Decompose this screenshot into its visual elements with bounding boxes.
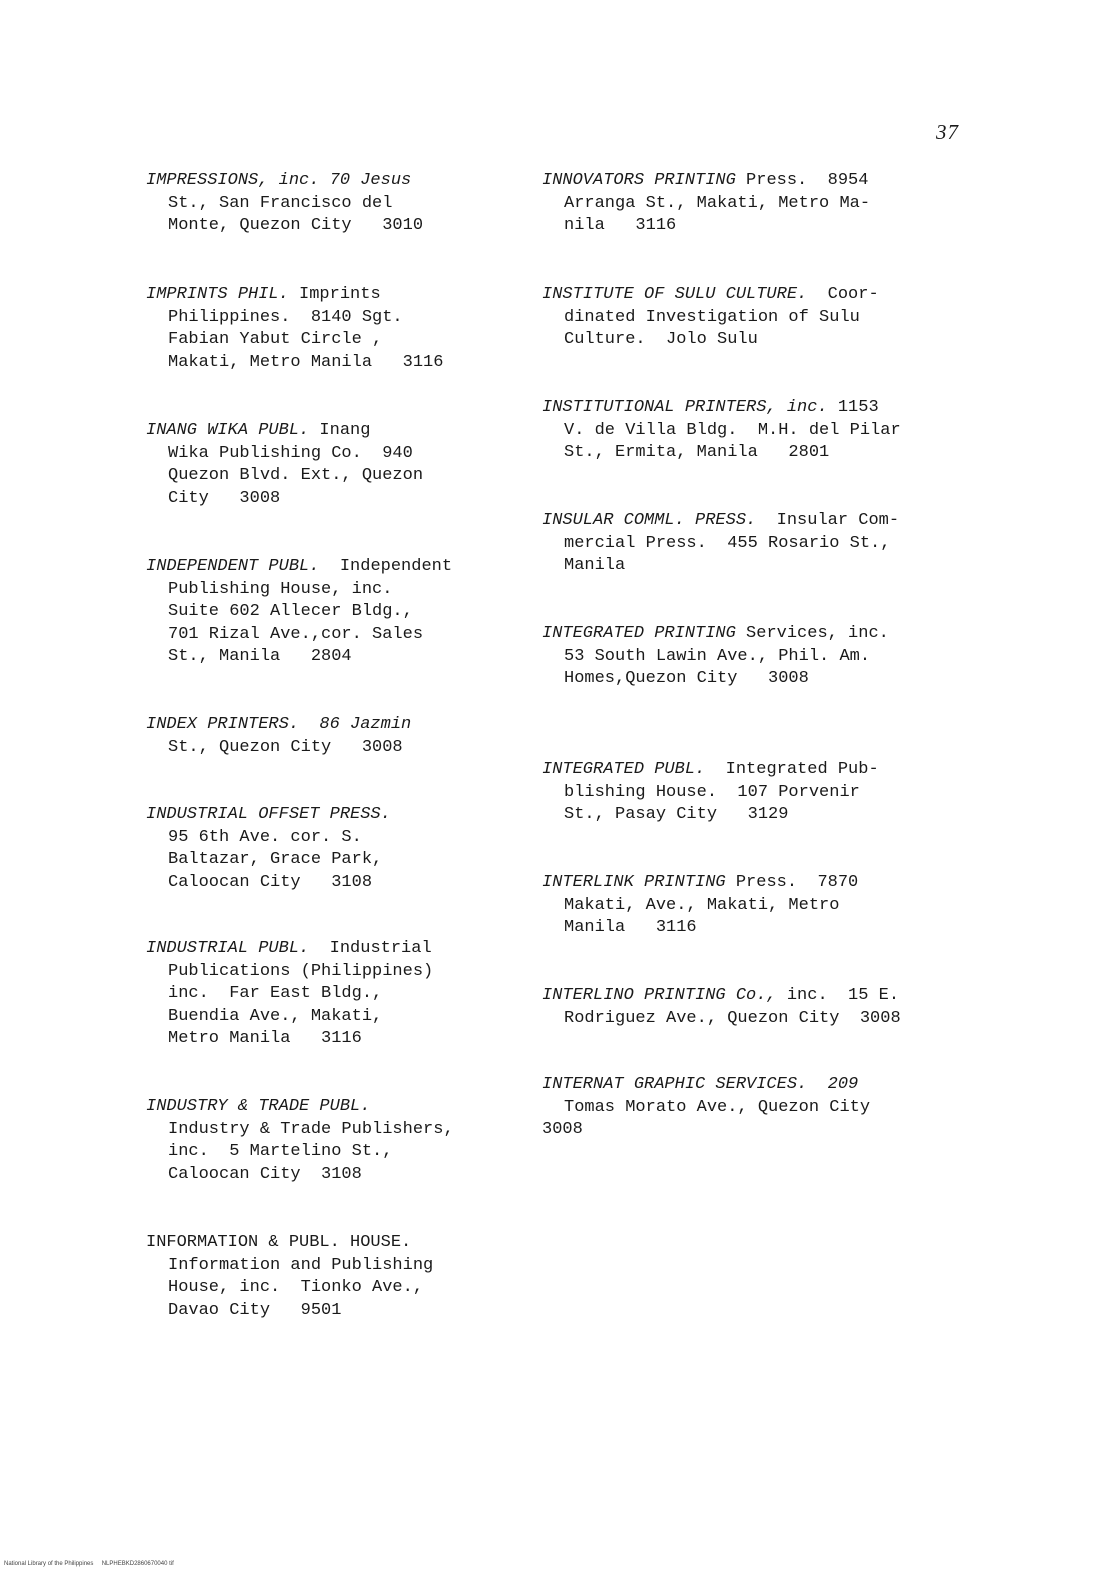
directory-entry bbox=[146, 284, 556, 374]
entry-rest: Integrated Pub- bbox=[705, 760, 879, 779]
directory-entry bbox=[146, 170, 556, 238]
entry-line: Monte, Quezon City 3010 bbox=[168, 216, 424, 235]
directory-entry bbox=[542, 623, 952, 691]
entry-line: Publishing House, inc. bbox=[168, 579, 393, 599]
entry-line: Culture. Jolo Sulu bbox=[564, 330, 758, 349]
directory-entry bbox=[146, 938, 556, 1051]
entry-key: INTERLINK PRINTING bbox=[542, 873, 726, 892]
entry-rest: Inang bbox=[309, 421, 371, 440]
directory-entry bbox=[542, 985, 952, 1030]
entry-rest: Independent bbox=[319, 557, 453, 576]
entry-line: Wika Publishing Co. 940 bbox=[168, 443, 413, 463]
entry-key: INDUSTRIAL OFFSET PRESS. bbox=[146, 805, 391, 824]
entry-rest: Industrial bbox=[309, 939, 432, 958]
directory-entry bbox=[146, 1096, 556, 1186]
entry-key: INTEGRATED PRINTING bbox=[542, 624, 736, 643]
directory-entry bbox=[146, 1232, 556, 1322]
directory-entry bbox=[542, 1074, 952, 1142]
entry-line: dinated Investigation of Sulu bbox=[564, 307, 860, 327]
entry-line: Manila bbox=[564, 556, 626, 575]
entry-line: Philippines. 8140 Sgt. bbox=[168, 307, 403, 327]
entry-line: inc. 5 Martelino St., bbox=[168, 1142, 393, 1161]
entry-line: 95 6th Ave. cor. S. bbox=[168, 827, 362, 847]
entry-rest: Press. 8954 bbox=[735, 171, 869, 190]
entry-line: Buendia Ave., Makati, bbox=[168, 1006, 383, 1026]
entry-key: INDEPENDENT PUBL. bbox=[146, 557, 320, 576]
entry-key: INSULAR COMML. PRESS. bbox=[542, 511, 757, 530]
entry-line: mercial Press. 455 Rosario St., bbox=[564, 533, 891, 553]
directory-entry bbox=[542, 872, 952, 940]
entry-rest: Press. 7870 bbox=[725, 873, 859, 892]
entry-key: INNOVATORS PRINTING bbox=[542, 171, 736, 190]
entry-line: Caloocan City 3108 bbox=[168, 872, 373, 892]
entry-rest: Coor- bbox=[807, 285, 879, 304]
entry-key: IMPRINTS PHIL. bbox=[146, 285, 289, 304]
entry-rest: inc. 15 E. bbox=[776, 986, 900, 1005]
entry-line: House, inc. Tionko Ave., bbox=[168, 1278, 424, 1297]
entry-key: IMPRESSIONS, inc. 70 Jesus bbox=[146, 171, 412, 190]
entry-line: inc. Far East Bldg., bbox=[168, 984, 383, 1003]
directory-entry bbox=[146, 804, 556, 894]
entry-line: Homes,Quezon City 3008 bbox=[564, 669, 809, 688]
entry-line: St., Pasay City 3129 bbox=[564, 805, 789, 824]
page-number: 37 bbox=[936, 120, 959, 144]
entry-line: Davao City 9501 bbox=[168, 1300, 342, 1320]
entry-line: Makati, Metro Manila 3116 bbox=[168, 352, 444, 372]
entry-line: Manila 3116 bbox=[564, 918, 697, 937]
directory-entry bbox=[146, 420, 556, 510]
entry-line: Industry & Trade Publishers, bbox=[168, 1119, 454, 1139]
directory-entry bbox=[542, 397, 952, 465]
entry-key: INTERLINO PRINTING Co., bbox=[542, 986, 777, 1005]
entry-line: St., Quezon City 3008 bbox=[168, 737, 403, 757]
entry-line: Information and Publishing bbox=[168, 1255, 434, 1275]
entry-line: Caloocan City 3108 bbox=[168, 1164, 362, 1184]
directory-entry bbox=[542, 284, 952, 352]
entry-key: INDEX PRINTERS. 86 Jazmin bbox=[146, 715, 412, 734]
entry-key: INTERNAT GRAPHIC SERVICES. 209 bbox=[542, 1075, 859, 1094]
entry-line: St., San Francisco del bbox=[168, 193, 393, 213]
directory-entry bbox=[146, 714, 556, 759]
entry-line: City 3008 bbox=[168, 488, 281, 508]
entry-line: Publications (Philippines) bbox=[168, 961, 434, 981]
entry-rest: Insular Com- bbox=[756, 511, 900, 530]
directory-entry bbox=[542, 170, 952, 238]
entry-rest: 1153 bbox=[827, 398, 879, 417]
entry-line: 3008 bbox=[542, 1120, 583, 1139]
entry-line: 53 South Lawin Ave., Phil. Am. bbox=[564, 646, 871, 666]
entry-line: nila 3116 bbox=[564, 216, 677, 235]
entry-line: Quezon Blvd. Ext., Quezon bbox=[168, 466, 424, 485]
entry-rest: Imprints bbox=[288, 285, 381, 304]
directory-entry bbox=[542, 510, 952, 578]
directory-entry bbox=[146, 556, 556, 669]
entry-line: Fabian Yabut Circle , bbox=[168, 330, 383, 349]
entry-key: INDUSTRY & TRADE PUBL. bbox=[146, 1097, 371, 1116]
entry-line: Rodriguez Ave., Quezon City 3008 bbox=[564, 1008, 901, 1028]
entry-key: INSTITUTIONAL PRINTERS, inc. bbox=[542, 398, 828, 417]
entry-key: INTEGRATED PUBL. bbox=[542, 760, 706, 779]
entry-rest: INFORMATION & PUBL. HOUSE. bbox=[146, 1233, 412, 1252]
entry-rest: Services, inc. bbox=[735, 624, 889, 643]
entry-line: St., Ermita, Manila 2801 bbox=[564, 443, 830, 462]
entry-line: V. de Villa Bldg. M.H. del Pilar bbox=[564, 420, 901, 440]
entry-line: Makati, Ave., Makati, Metro bbox=[564, 895, 840, 915]
entry-line: blishing House. 107 Porvenir bbox=[564, 782, 860, 802]
entry-line: Suite 602 Allecer Bldg., bbox=[168, 602, 413, 621]
directory-entry bbox=[542, 759, 952, 827]
entry-line: Arranga St., Makati, Metro Ma- bbox=[564, 193, 871, 213]
entry-key: INANG WIKA PUBL. bbox=[146, 421, 310, 440]
entry-key: INDUSTRIAL PUBL. bbox=[146, 939, 310, 958]
entry-line: St., Manila 2804 bbox=[168, 647, 352, 666]
entry-line: Baltazar, Grace Park, bbox=[168, 850, 383, 869]
entry-line: 701 Rizal Ave.,cor. Sales bbox=[168, 624, 424, 644]
entry-key: INSTITUTE OF SULU CULTURE. bbox=[542, 285, 808, 304]
entry-line: Tomas Morato Ave., Quezon City bbox=[564, 1097, 871, 1117]
scan-footer: National Library of the Philippines NLPHEBKD2860670040 tif bbox=[4, 1561, 174, 1567]
entry-line: Metro Manila 3116 bbox=[168, 1029, 362, 1048]
